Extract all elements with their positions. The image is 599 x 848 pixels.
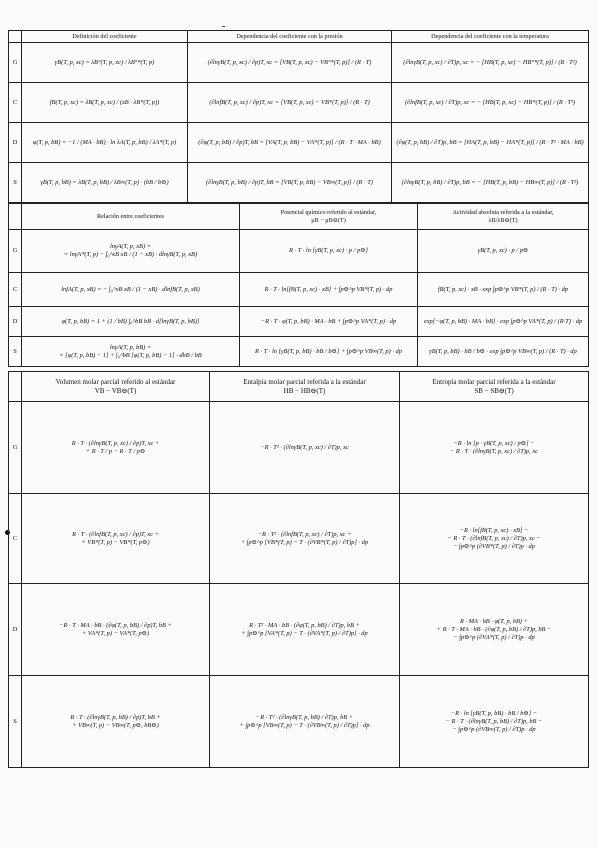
t1-pressure-cell: (∂lnγB(T, p, bB) / ∂p)T, bB = [VB(T, p, bB) − VB∞(T, p)] / (R · T): [188, 163, 392, 203]
t1-pressure-cell: (∂lnfB(T, p, xc) / ∂p)T, xc = [VB(T, p, xc) − VB*(T, p)] / (R · T): [188, 83, 392, 123]
t3-enthalpy-cell: −R · T² · (∂lnγB(T, p, bB) / ∂T)p, bB + + ∫p⊖^p [VB∞(T, p) − T · (∂VB∞(T, p) / ∂T)p] · dp: [210, 676, 400, 768]
t1-definition-cell: fB(T, p, xc) = λB(T, p, xc) / (xB · λB*(T, p)): [22, 83, 188, 123]
t3-enthalpy-cell: R · T² · MA · bB · (∂φ(T, p, bB) / ∂T)p, bB + + ∫p⊖^p [VA*(T, p) − T · (∂VA*(T, p) / ∂T)p] · dp: [210, 584, 400, 676]
t1-header-pressure: Dependencia del coeficiente con la presión: [188, 31, 392, 43]
t1-row-label: G: [9, 43, 22, 83]
scan-mark: [222, 26, 225, 27]
t1-definition-cell: γB(T, p, xc) = λB°(T, p, xc) / λB°*(T, p): [22, 43, 188, 83]
t1-temperature-cell: (∂lnγB(T, p, bB) / ∂T)p, bB = − [HB(T, p, bB) − HB∞(T, p)] / (R · T²): [392, 163, 589, 203]
t2-header-chemical-potential: Potencial químico referido al estándar, μB − μB⊖(T): [240, 204, 418, 230]
t2-row-label: G: [9, 230, 22, 273]
t3-enthalpy-cell: −R · T² · (∂lnγB(T, p, xc) / ∂T)p, xc: [210, 402, 400, 494]
t1-header-blank: [9, 31, 22, 43]
t2-relation-cell: lnγA(T, p, xB) = = lnγA*(T, p) − ∫₀^xB xB / (1 − xB) · dlnγB(T, p, xB): [22, 230, 240, 273]
t3-entropy-cell: −R · ln[fB(T, p, xc) · xB] − − R · T · (∂lnfB(T, p, xc) / ∂T)p, xc − − ∫p⊖^p (∂VB*(T, p) / ∂T)p · dp: [400, 494, 589, 584]
t2-header-blank: [9, 204, 22, 230]
t3-row-label: C: [9, 494, 22, 584]
t2-row-label: C: [9, 273, 22, 307]
t1-definition-cell: φ(T, p, bB) = −1 / (MA · bB) · ln λA(T, p, bB) / λA*(T, p): [22, 123, 188, 163]
t3-volume-cell: R · T · (∂lnγB(T, p, bB) / ∂p)T, bB + + VB∞(T, p) − VB∞(T, p⊖, bB⊖): [22, 676, 210, 768]
t1-temperature-cell: (∂lnγB(T, p, xc) / ∂T)p, xc = − [HB(T, p, xc) − HB°*(T, p)] / (R · T²): [392, 43, 589, 83]
t2-activity-cell: fB(T, p, xc) · xB · exp ∫p⊖^p VB*(T, p) / (R · T) · dp: [418, 273, 589, 307]
t1-pressure-cell: (∂φ(T, p, bB) / ∂p)T, bB = [VA(T, p, bB) − VA*(T, p)] / (R · T · MA · bB): [188, 123, 392, 163]
t1-header-definition: Definición del coeficiente: [22, 31, 188, 43]
t3-header-blank: [9, 372, 22, 402]
t1-row-label: S: [9, 163, 22, 203]
t3-header-enthalpy: Entalpía molar parcial referida a la estándar HB − HB⊖(T): [210, 372, 400, 402]
coefficient-definition-table: [8, 30, 589, 203]
t3-row-label: G: [9, 402, 22, 494]
t3-volume-cell: −R · T · MA · bB · (∂φ(T, p, bB) / ∂p)T, bB + + VA*(T, p) − VA*(T, p⊖): [22, 584, 210, 676]
t1-header-temperature: Dependencia del coeficiente con la temperatura: [392, 31, 589, 43]
t1-pressure-cell: (∂lnγB(T, p, xc) / ∂p)T, xc = [VB(T, p, xc) − VB°*(T, p)] / (R · T): [188, 43, 392, 83]
t2-activity-cell: γB(T, p, xc) · p / p⊖: [418, 230, 589, 273]
t3-row-label: S: [9, 676, 22, 768]
t2-header-absolute-activity: Actividad absoluta referida a la estándar, λB/λB⊖(T): [418, 204, 589, 230]
t3-volume-cell: R · T · (∂lnfB(T, p, xc) / ∂p)T, xc + + VB*(T, p) − VB*(T, p⊖): [22, 494, 210, 584]
t2-relation-cell: lnγA(T, p, bB) = = [φ(T, p, bB) − 1] + ∫₀^bB [φ(T, p, bB) − 1] · dbB / bB: [22, 337, 240, 367]
t2-activity-cell: exp[−φ(T, p, bB) · MA · bB] · exp ∫p⊖^p VA*(T, p) / (R·T) · dp: [418, 307, 589, 337]
t3-header-volume: Volumen molar parcial referido al estándar VB − VB⊖(T): [22, 372, 210, 402]
t3-enthalpy-cell: −R · T² · (∂lnfB(T, p, xc) / ∂T)p, xc + + ∫p⊖^p [VB*(T, p) − T · (∂VB*(T, p) / ∂T)p] · dp: [210, 494, 400, 584]
t2-potential-cell: −R · T · φ(T, p, bB) · MA · bB + ∫p⊖^p VA*(T, p) · dp: [240, 307, 418, 337]
t3-row-label: D: [9, 584, 22, 676]
t2-row-label: S: [9, 337, 22, 367]
t3-entropy-cell: −R · ln [p · γB(T, p, xc) / p⊖] − − R · T · (∂lnγB(T, p, xc) / ∂T)p, xc: [400, 402, 589, 494]
t2-activity-cell: γB(T, p, bB) · bB / b⊖ · exp ∫p⊖^p VB∞(T, p) / (R · T) · dp: [418, 337, 589, 367]
t2-relation-cell: lnfA(T, p, xB) = − ∫₀^xB xB / (1 − xB) · dlnfB(T, p, xB): [22, 273, 240, 307]
t2-potential-cell: R · T · ln[fB(T, p, xc) · xB] + ∫p⊖^p VB*(T, p) · dp: [240, 273, 418, 307]
t1-definition-cell: γB(T, p, bB) = λB(T, p, bB) / λB∞(T, p) · (bB / b⊖): [22, 163, 188, 203]
t3-header-entropy: Entropía molar parcial referida a la estándar SB − SB⊖(T): [400, 372, 589, 402]
t2-potential-cell: R · T · ln [γB(T, p, xc) · p / p⊖]: [240, 230, 418, 273]
t1-row-label: D: [9, 123, 22, 163]
t2-header-relation: Relación entre coeficientes: [22, 204, 240, 230]
t1-temperature-cell: (∂φ(T, p, bB) / ∂T)p, bB = [HA(T, p, bB) − HA*(T, p)] / (R · T² · MA · bB): [392, 123, 589, 163]
partial-molar-property-table: [8, 371, 589, 768]
t1-row-label: C: [9, 83, 22, 123]
coefficient-relation-table: [8, 203, 589, 367]
t2-row-label: D: [9, 307, 22, 337]
t2-relation-cell: φ(T, p, bB) = 1 + (1 / bB) ∫₀^bB bB · d[lnγB(T, p, bB)]: [22, 307, 240, 337]
t3-entropy-cell: −R · ln [γB(T, p, bB) · bB / b⊖] − − R · T · (∂lnγB(T, p, bB) / ∂T)p, bB − − ∫p⊖^p (∂VB∞(T, p) / ∂T)p · dp: [400, 676, 589, 768]
t3-volume-cell: R · T · (∂lnγB(T, p, xc) / ∂p)T, xc + + R · T / p − R · T / p⊖: [22, 402, 210, 494]
t3-entropy-cell: R · MA · bB · φ(T, p, bB) + + R · T · MA · bB · (∂φ(T, p, bB) / ∂T)p, bB − − ∫p⊖^p (∂VA*(T, p) / ∂T)p · dp: [400, 584, 589, 676]
t1-temperature-cell: (∂lnfB(T, p, xc) / ∂T)p, xc = − [HB(T, p, xc) − HB*(T, p)] / (R · T²): [392, 83, 589, 123]
t2-potential-cell: R · T · ln [γB(T, p, bB) · bB / b⊖] + ∫p⊖^p VB∞(T, p) · dp: [240, 337, 418, 367]
